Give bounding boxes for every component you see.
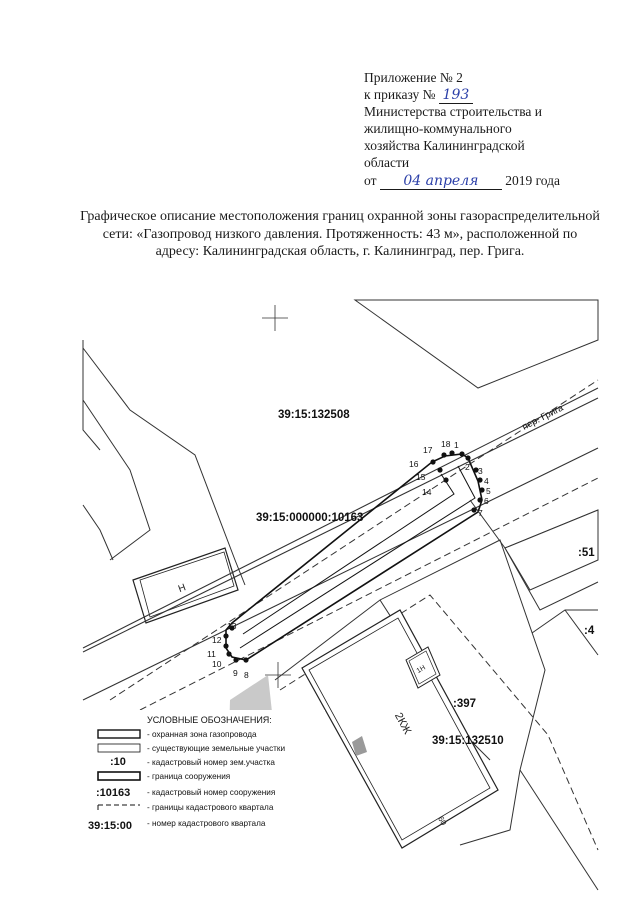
boundary-point bbox=[243, 657, 248, 662]
point-number: 17 bbox=[423, 445, 433, 455]
point-number: 1 bbox=[454, 440, 459, 450]
boundary-point bbox=[233, 657, 238, 662]
legend-item: - охранная зона газопровода bbox=[147, 730, 257, 739]
point-number: 2 bbox=[465, 462, 470, 472]
structure-swatch bbox=[98, 772, 140, 780]
legend-item: - кадастровый номер сооружения bbox=[147, 788, 276, 797]
parcel-label: :51 bbox=[578, 547, 595, 559]
parcel-label: :4 bbox=[584, 625, 595, 637]
boundary-point bbox=[477, 497, 482, 502]
order-prefix: к приказу № bbox=[364, 87, 436, 102]
pipeline-route bbox=[243, 474, 454, 634]
ministry-line-3: хозяйства Калининградской bbox=[364, 138, 525, 153]
legend-item: - границы кадастрового квартала bbox=[147, 803, 274, 812]
legend-item: - граница сооружения bbox=[147, 772, 231, 781]
parcel-label: 39:15:132510 bbox=[432, 735, 504, 747]
boundary-point bbox=[443, 477, 448, 482]
boundary-point bbox=[223, 633, 228, 638]
building bbox=[133, 548, 238, 623]
appendix-line: Приложение № 2 bbox=[364, 70, 463, 85]
ministry-line-2: жилищно-коммунального bbox=[364, 121, 512, 136]
legend bbox=[82, 710, 325, 840]
point-number: 7 bbox=[478, 508, 483, 518]
boundary-point bbox=[437, 467, 442, 472]
boundary-point bbox=[226, 651, 231, 656]
document-title: Графическое описание местоположения границ охранной зоны газораспределительной сети: «Газопровод низкого давления. Протяженность: 43 м», расположенной по адресу: Калининградская область, г. Калининград, пер. Грига. bbox=[80, 209, 600, 259]
protection-zone-swatch bbox=[98, 730, 140, 738]
building-label: 2КЖ bbox=[392, 710, 414, 737]
point-number: 16 bbox=[409, 459, 419, 469]
point-number: 13 bbox=[227, 621, 237, 631]
legend-item: - кадастровый номер зем.участка bbox=[147, 758, 275, 767]
crosshair-icon bbox=[262, 305, 288, 331]
point-number: 3 bbox=[478, 466, 483, 476]
legend-item: - существующие земельные участки bbox=[147, 744, 286, 753]
point-number: 10 bbox=[212, 659, 222, 669]
date-year: 2019 года bbox=[505, 173, 561, 188]
building-label: 1Н bbox=[415, 664, 427, 675]
parcel-outline bbox=[355, 300, 598, 388]
boundary-point bbox=[465, 455, 470, 460]
point-number: 6 bbox=[484, 496, 489, 506]
boundary-point bbox=[479, 487, 484, 492]
boundary-point bbox=[441, 452, 446, 457]
order-number: 193 bbox=[439, 87, 473, 104]
legend-symbol: 39:15:00 bbox=[88, 820, 133, 832]
boundary-point bbox=[459, 451, 464, 456]
legend-symbol: :10 bbox=[110, 756, 126, 768]
point-number: 18 bbox=[441, 439, 451, 449]
boundary-point bbox=[223, 643, 228, 648]
ministry-line: Министерства строительства и bbox=[364, 104, 543, 119]
boundary-point bbox=[477, 477, 482, 482]
boundary-point bbox=[430, 459, 435, 464]
boundary-point bbox=[471, 507, 476, 512]
point-number: 12 bbox=[212, 635, 222, 645]
legend-symbol: :10163 bbox=[96, 787, 131, 799]
point-number: 5 bbox=[486, 486, 491, 496]
legend-title: УСЛОВНЫЕ ОБОЗНАЧЕНИЯ: bbox=[147, 715, 272, 725]
building-label: 60 bbox=[436, 814, 449, 827]
legend-item: - номер кадастрового квартала bbox=[147, 819, 266, 828]
boundary-point bbox=[449, 450, 454, 455]
parcel-label: 39:15:132508 bbox=[278, 409, 350, 421]
parcel-label: :397 bbox=[453, 698, 477, 710]
date-handwritten: 04 апреля bbox=[380, 173, 502, 190]
parcel-outline bbox=[83, 340, 245, 585]
point-number: 8 bbox=[244, 670, 249, 680]
building-label: Н bbox=[176, 582, 188, 596]
point-number: 9 bbox=[233, 668, 238, 678]
ministry-line-4: области bbox=[364, 155, 410, 170]
point-number: 11 bbox=[207, 649, 216, 659]
street-name: пер. Грига bbox=[520, 402, 566, 433]
point-number: 4 bbox=[484, 476, 489, 486]
point-number: 14 bbox=[422, 487, 432, 497]
structure-label: 39:15:000000:10163 bbox=[256, 512, 364, 524]
parcel-swatch bbox=[98, 744, 140, 752]
date-prefix: от bbox=[364, 173, 377, 188]
point-number: 15 bbox=[416, 472, 426, 482]
